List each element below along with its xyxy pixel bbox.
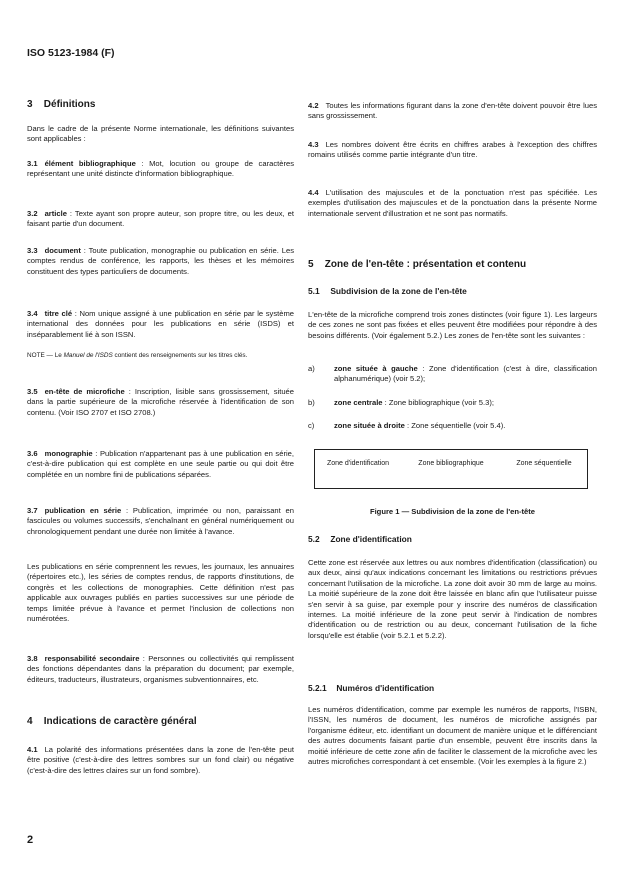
section-title: Zone de l'en-tête : présentation et contenu: [324, 259, 527, 270]
paragraph-4-2: [308, 101, 597, 122]
defined-term: responsabilité secondaire: [44, 654, 140, 663]
definition-text: : Toute publication, monographie ou publication en série. Les comptes rendus de conférence, les rapports, les thèses et les mémoires constituent des types particuliers de documents.: [27, 246, 294, 276]
list-item-a: [308, 364, 597, 385]
definition-3-4: [27, 309, 294, 340]
note-prefix: NOTE — Le: [27, 352, 64, 359]
section-number: 4: [27, 716, 33, 727]
section-5-2-heading: [308, 534, 597, 544]
definition-3-5: [27, 387, 294, 418]
section-number: 5.2.1: [308, 683, 327, 693]
definition-3-8: [27, 654, 294, 685]
note-isds: [27, 351, 294, 361]
definition-3-3: [27, 246, 294, 277]
defined-term: document: [44, 246, 81, 255]
definition-text: : Nom unique assigné à une publication en série par le système international des données pour les publications en série (ISDS) et inséparablement lié à son ISSN.: [27, 309, 294, 339]
definition-text: : Mot, locution ou groupe de caractères représentant une unité distincte d'information bibliographique.: [27, 159, 294, 179]
note-reference: Manuel de l'ISDS: [63, 352, 113, 359]
definition-text: : Publication n'appartenant pas à une publication en série, c'est-à-dire publication qui est complète en une seule partie ou qui doit être complétée en un nombre fini de publications séparées.: [27, 449, 294, 479]
definition-text: : Personnes ou collectivités qui remplissent des fonctions dépendantes dans la préparation du document; par exemple, éditeurs, traducteurs, illustrateurs, organismes subventionnaires, etc.: [27, 654, 294, 684]
list-item-c: [308, 421, 597, 431]
section-title: Définitions: [43, 99, 96, 110]
zone-bibliographic-label: Zone bibliographique: [418, 460, 484, 467]
definition-text: : Texte ayant son propre auteur, son propre titre, ou les deux, et faisant partie d'un document.: [27, 209, 294, 229]
clause-number: 4.1: [27, 745, 38, 754]
section-title: Numéros d'identification: [336, 683, 435, 693]
list-term: zone centrale: [334, 398, 383, 407]
list-item-b: [308, 398, 597, 408]
section-5-1-text: L'en-tête de la microfiche comprend trois zones distinctes (voir figure 1). Les largeurs de ces zones ne sont pas fixées et elles peuvent être modifiées pour répondre à des besoins différents. (Voir également 5.2.) Les zones de l'en-tête sont les suivantes :: [308, 310, 597, 340]
defined-term: titre clé: [44, 309, 73, 318]
definition-3-2: [27, 209, 294, 230]
paragraph-text: La polarité des informations présentées dans la zone de l'en-tête peut être positive (c'est-à-dire des lettres sombres sur un fond clair) ou négative (c'est-à-dire des lettres claires sur un fond sombre).: [27, 745, 294, 775]
section-5-2-1-heading: [308, 683, 597, 693]
section-number: 3: [27, 99, 33, 110]
note-text: contient des renseignements sur les titres clés.: [112, 352, 248, 359]
list-text: : Zone d'identification (c'est à dire, classification alphanumérique) (voir 5.2);: [334, 364, 597, 384]
section-title: Indications de caractère général: [43, 716, 197, 727]
clause-number: 3.5: [27, 387, 38, 396]
defined-term: en-tête de microfiche: [44, 387, 125, 396]
section-number: 5.1: [308, 286, 320, 296]
clause-number: 4.3: [308, 140, 319, 149]
list-label: b): [308, 398, 315, 407]
definition-text: : Publication, imprimée ou non, paraissant en fascicules ou volumes successifs, s'enchaînant en général numériquement ou chronologiquement pendant une durée non limitée à l'avance.: [27, 506, 294, 536]
section-5-heading: [308, 260, 597, 270]
section-3-intro: Dans le cadre de la présente Norme internationale, les définitions suivantes sont applicables :: [27, 124, 294, 144]
section-number: 5.2: [308, 534, 320, 544]
page-number: 2: [27, 834, 34, 846]
clause-number: 3.2: [27, 209, 38, 218]
section-title: Zone d'identification: [330, 534, 412, 544]
paragraph-text: Toutes les informations figurant dans la zone d'en-tête doivent pouvoir être lues sans grossissement.: [308, 101, 597, 121]
list-term: zone située à droite: [334, 421, 405, 430]
document-header: ISO 5123-1984 (F): [27, 47, 115, 59]
paragraph-text: Les nombres doivent être écrits en chiffres arabes à l'exception des chiffres romains utilisés comme partie intégrante d'un titre.: [308, 140, 597, 160]
clause-number: 3.8: [27, 654, 38, 663]
clause-number: 4.4: [308, 188, 319, 197]
defined-term: article: [44, 209, 67, 218]
list-label: a): [308, 364, 315, 373]
definition-3-1: [27, 159, 294, 180]
defined-term: publication en série: [44, 506, 122, 515]
list-text: : Zone bibliographique (voir 5.3);: [382, 398, 494, 407]
zone-identification-label: Zone d'identification: [326, 460, 390, 467]
paragraph-text: L'utilisation des majuscules et de la ponctuation n'est pas spécifiée. Les exemples d'utilisation des majuscules et de la ponctuation dans la présente Norme internationale servent d'illustration et ne sont pas normatifs.: [308, 188, 597, 218]
paragraph-4-3: [308, 140, 597, 161]
list-text: : Zone séquentielle (voir 5.4).: [404, 421, 506, 430]
clause-number: 3.1: [27, 159, 38, 168]
clause-number: 3.6: [27, 449, 38, 458]
clause-number: 3.7: [27, 506, 38, 515]
section-4-heading: [27, 717, 294, 727]
figure-1-caption: Figure 1 — Subdivision de la zone de l'en-tête: [369, 507, 536, 516]
paragraph-4-4: [308, 188, 597, 219]
clause-number: 3.3: [27, 246, 38, 255]
list-label: c): [308, 421, 315, 430]
section-5-2-1-text: Les numéros d'identification, comme par exemple les numéros de rapports, l'ISBN, l'ISSN, les numéros de document, les numéros de microfiche assignés par l'organisme éditeur, etc. identifiant un document de manière unique et le différenciant des autres documents faisant partie d'un ensemble, peuvent être inscrits dans la moitié inférieure de cette zone afin de faciliter le classement de la microfiche avec les autres microfiches correspondant à cet ensemble. (Voir les exemples à la figure 2.): [308, 705, 597, 767]
section-5-1-heading: [308, 286, 597, 296]
clause-number: 3.4: [27, 309, 38, 318]
figure-1-header-zones: [314, 449, 588, 489]
section-5-2-text: Cette zone est réservée aux lettres ou aux nombres d'identification (classification) ou aux deux, ainsi qu'aux indications concernant les limitations ou restrictions prévues concernant l'utilisation de la microfiche. La zone doit avoir 30 mm de large au moins. La moitié supérieure de la zone doit être laissée en blanc afin que l'utilisateur puisse s'en servir à sa guise, par exemple pour y inscrire des numéros de classification internes. La moitié inférieure de la zone peut servir à l'indication de nombres d'identification ou de restriction ou au deux, concernant l'utilisation de la fiche lorsqu'elle est établie (voir 5.2.1 et 5.2.2).: [308, 558, 597, 640]
definition-3-7-paragraph: Les publications en série comprennent les revues, les journaux, les annuaires (répertoires etc.), les séries de comptes rendus, de rapports d'institutions, de congrès et les collections de monographies. Cette définition n'est pas applicable aux ouvrages publiés en parties successives sur une période de temps limitée prévue à l'avance et permet l'inclusion de collections non numérotées.: [27, 562, 294, 624]
defined-term: monographie: [44, 449, 93, 458]
paragraph-4-1: [27, 745, 294, 776]
zone-sequential-label: Zone séquentielle: [516, 460, 572, 467]
section-3-heading: [27, 100, 294, 110]
definition-text: : Inscription, lisible sans grossissement, située dans la partie supérieure de la microfiche réservée à l'identification de son contenu. (Voir ISO 2707 et ISO 2708.): [27, 387, 294, 417]
list-term: zone située à gauche: [334, 364, 418, 373]
section-title: Subdivision de la zone de l'en-tête: [330, 286, 467, 296]
clause-number: 4.2: [308, 101, 319, 110]
section-number: 5: [308, 259, 314, 270]
definition-3-6: [27, 449, 294, 480]
defined-term: élément bibliographique: [44, 159, 136, 168]
definition-3-7: [27, 506, 294, 537]
